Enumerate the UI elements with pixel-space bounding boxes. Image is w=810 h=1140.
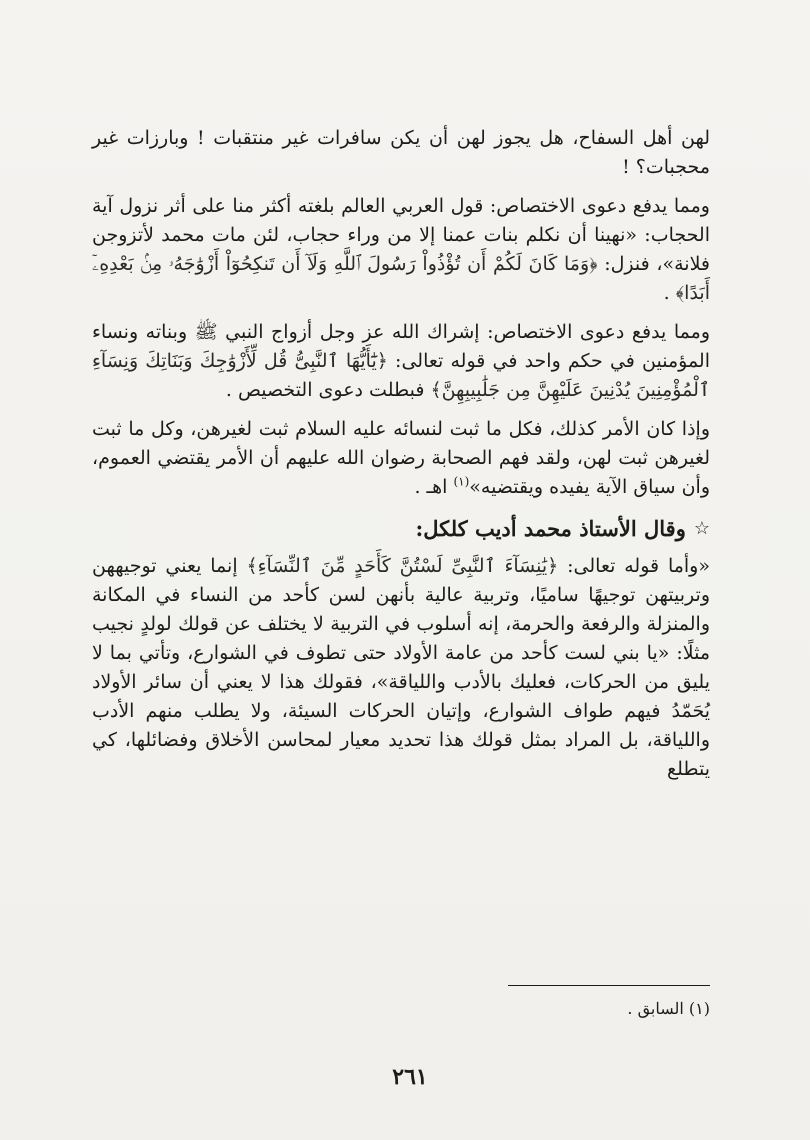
paragraph-3-tail: فبطلت دعوى التخصيص . bbox=[225, 379, 431, 401]
paragraph-4 bbox=[92, 415, 710, 502]
paragraph-3-text: ومما يدفع دعوى الاختصاص: إشراك الله عز وجل أزواج النبي ﷺ وبناته ونساء المؤمنين في حكم واحد في قوله تعالى: bbox=[92, 321, 710, 372]
paragraph-2 bbox=[92, 192, 710, 308]
paragraph-1-text: لهن أهل السفاح، هل يجوز لهن أن يكن سافرات غير منتقبات ! وبارزات غير محجبات؟ ! bbox=[92, 127, 710, 178]
paragraph-2-text: ومما يدفع دعوى الاختصاص: قول العربي العالم بلغته أكثر منا على أثر نزول آية الحجاب: «نهينا أن نكلم بنات عمنا إلا من وراء حجاب، لئن مات محمد لأتزوجن فلانة»، فنزل: bbox=[92, 195, 711, 275]
section-heading-text: وقال الأستاذ محمد أديب كلكل: bbox=[415, 516, 686, 541]
quran-verse-1: ﴿وَمَا كَانَ لَكُمْ أَن تُؤْذُواْ رَسُولَ ٱللَّهِ وَلَآ أَن تَنكِحُوٓاْ أَزْوَٰجَهُۥ مِنۢ بَعْدِهِۦٓ أَبَدًا﴾ bbox=[92, 253, 710, 304]
paragraph-3 bbox=[92, 318, 710, 405]
page-number: ٢٦١ bbox=[392, 1064, 428, 1090]
footnote-marker: (١) bbox=[453, 474, 470, 489]
star-icon: ☆ bbox=[693, 518, 710, 539]
footnote bbox=[627, 996, 710, 1022]
paragraph-5-text: «وأما قوله تعالى: bbox=[567, 555, 710, 577]
paragraph-5 bbox=[92, 552, 710, 784]
quran-verse-3: ﴿يَٰنِسَآءَ ٱلنَّبِىِّ لَسْتُنَّ كَأَحَدٍ مِّنَ ٱلنِّسَآءِ﴾ bbox=[246, 555, 559, 577]
footnote-divider bbox=[508, 985, 710, 986]
quran-verse-2: ﴿يَٰٓأَيُّهَا ٱلنَّبِىُّ قُل لِّأَزْوَٰجِكَ وَبَنَاتِكَ وَنِسَآءِ ٱلْمُؤْمِنِينَ يُدْنِينَ عَلَيْهِنَّ مِن جَلَٰبِيبِهِنَّ﴾ bbox=[92, 350, 710, 401]
paragraph-2-tail: . bbox=[663, 282, 676, 304]
paragraph-4-text: وإذا كان الأمر كذلك، فكل ما ثبت لنسائه عليه السلام ثبت لغيرهن، وكل ما ثبت لغيرهن ثبت لهن، ولقد فهم الصحابة رضوان الله عليهم أن الأمر يقتضي العموم، وأن سياق الآية يفيده ويقتضيه» bbox=[92, 418, 710, 498]
footnote-text: (١) السابق . bbox=[627, 999, 710, 1018]
paragraph-1 bbox=[92, 124, 710, 182]
paragraph-4-tail: اهـ . bbox=[414, 476, 454, 498]
main-text bbox=[92, 124, 710, 790]
section-heading bbox=[92, 512, 710, 546]
paragraph-5-continuation: إنما يعني توجيههن وتربيتهن توجيهًا ساميًا، وتربية عالية بأنهن لسن كأحد من النساء في المكانة والمنزلة والرفعة والحرمة، إنه أسلوب في التربية لا يختلف عن قولك لولدٍ نجيب مثلًا: «يا بني لست كأحد من عامة الأولاد حتى تطوف في الشوارع، وتأتي بما لا يليق من الحركات، فعليك بالأدب واللياقة»، فقولك هذا لا يعني أن سائر الأولاد يُحَمّدُ فيهم طواف الشوارع، وإتيان الحركات السيئة، ولا يطلب منهم الأدب واللياقة، بل المراد بمثل قولك هذا تحديد معيار لمحاسن الأخلاق وفضائلها، كي يتطلع bbox=[92, 555, 710, 780]
